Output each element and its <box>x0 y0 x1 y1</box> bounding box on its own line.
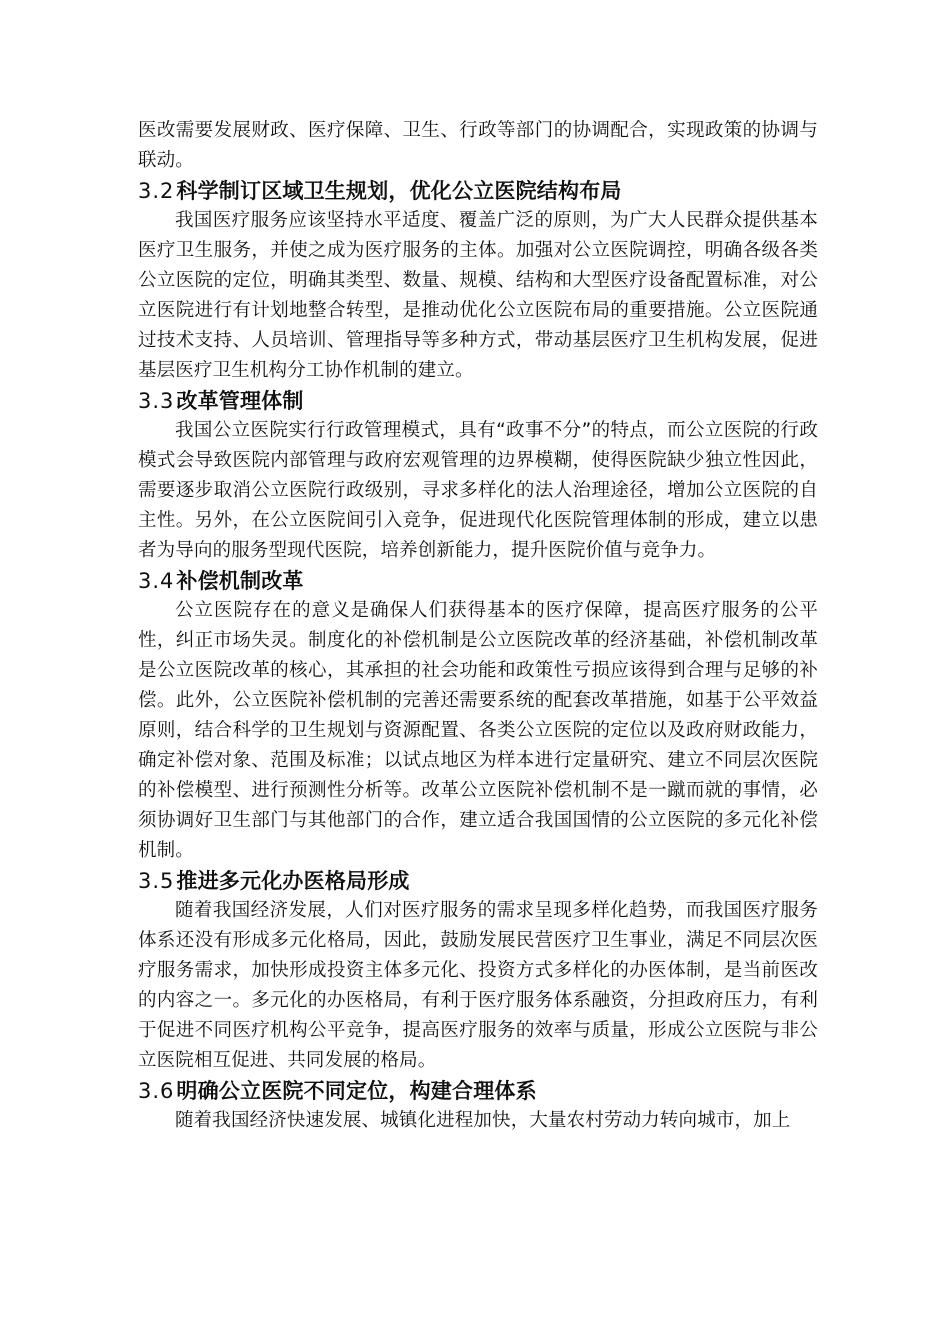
section-number: 3.4 <box>138 569 175 593</box>
intro-paragraph: 医改需要发展财政、医疗保障、卫生、行政等部门的协调配合，实现政策的协调与联动。 <box>138 120 818 171</box>
section-3-6 <box>138 1076 818 1136</box>
section-heading <box>138 566 818 596</box>
section-title: 改革管理体制 <box>176 389 304 413</box>
section-title: 明确公立医院不同定位，构建合理体系 <box>176 1079 537 1103</box>
section-paragraph: 我国公立医院实行行政管理模式，具有“政事不分”的特点，而公立医院的行政模式会导致医院内部管理与政府宏观管理的边界模糊，使得医院缺少独立性因此，需要逐步取消公立医院行政级别，寻求多样化的法人治理途径，增加公立医院的自主性。另外，在公立医院间引入竞争，促进现代化医院管理体制的形成，建立以患者为导向的服务型现代医院，培养创新能力，提升医院价值与竞争力。 <box>138 420 818 561</box>
section-heading <box>138 866 818 896</box>
section-heading <box>138 176 818 206</box>
section-title: 科学制订区域卫生规划，优化公立医院结构布局 <box>176 179 622 203</box>
section-paragraph: 公立医院存在的意义是确保人们获得基本的医疗保障，提高医疗服务的公平性，纠正市场失灵。制度化的补偿机制是公立医院改革的经济基础，补偿机制改革是公立医院改革的核心，其承担的社会功能和政策性亏损应该得到合理与足够的补偿。此外，公立医院补偿机制的完善还需要系统的配套改革措施，如基于公平效益原则，结合科学的卫生规划与资源配置、各类公立医院的定位以及政府财政能力，确定补偿对象、范围及标准；以试点地区为样本进行定量研究、建立不同层次医院的补偿模型、进行预测性分析等。改革公立医院补偿机制不是一蹴而就的事情，必须协调好卫生部门与其他部门的合作，建立适合我国国情的公立医院的多元化补偿机制。 <box>138 600 818 861</box>
section-number: 3.2 <box>138 179 175 203</box>
section-number: 3.3 <box>138 389 175 413</box>
section-heading <box>138 1076 818 1106</box>
document-body <box>138 116 818 1136</box>
section-number: 3.5 <box>138 869 175 893</box>
section-3-5 <box>138 866 818 1076</box>
section-number: 3.6 <box>138 1079 175 1103</box>
section-paragraph: 随着我国经济快速发展、城镇化进程加快，大量农村劳动力转向城市，加上 <box>175 1110 791 1131</box>
section-3-2 <box>138 176 818 386</box>
section-title: 推进多元化办医格局形成 <box>176 869 410 893</box>
section-paragraph: 我国医疗服务应该坚持水平适度、覆盖广泛的原则，为广大人民群众提供基本医疗卫生服务，并使之成为医疗服务的主体。加强对公立医院调控，明确各级各类公立医院的定位，明确其类型、数量、规模、结构和大型医疗设备配置标准，对公立医院进行有计划地整合转型，是推动优化公立医院布局的重要措施。公立医院通过技术支持、人员培训、管理指导等多种方式，带动基层医疗卫生机构发展，促进基层医疗卫生机构分工协作机制的建立。 <box>138 210 818 381</box>
section-title: 补偿机制改革 <box>176 569 304 593</box>
section-heading <box>138 386 818 416</box>
section-3-4 <box>138 566 818 866</box>
section-paragraph: 随着我国经济发展，人们对医疗服务的需求呈现多样化趋势，而我国医疗服务体系还没有形成多元化格局，因此，鼓励发展民营医疗卫生事业，满足不同层次医疗服务需求，加快形成投资主体多元化、投资方式多样化的办医体制，是当前医改的内容之一。多元化的办医格局，有利于医疗服务体系融资，分担政府压力，有利于促进不同医疗机构公平竞争，提高医疗服务的效率与质量，形成公立医院与非公立医院相互促进、共同发展的格局。 <box>138 900 818 1071</box>
section-3-3 <box>138 386 818 566</box>
